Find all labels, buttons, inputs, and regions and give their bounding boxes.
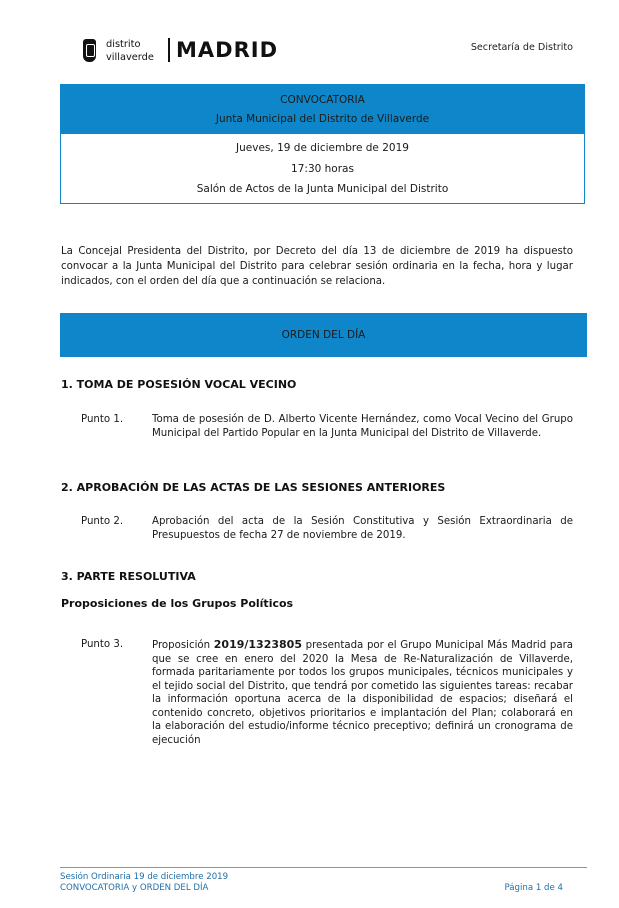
punto-3-label: Punto 3. [81, 639, 124, 650]
punto-3-number: 2019/1323805 [213, 638, 302, 651]
convocatoria-box [60, 84, 585, 204]
section-3-heading: 3. PARTE RESOLUTIVA [61, 570, 196, 583]
orden-del-dia-title: ORDEN DEL DÍA [281, 329, 366, 341]
orden-del-dia-bar [60, 313, 587, 357]
punto-1-text: Toma de posesión de D. Alberto Vicente Hernández, como Vocal Vecino del Grupo Municipal del Partido Popular en la Junta Municipal del Distrito de Villaverde. [152, 414, 573, 439]
logo-line2: villaverde [106, 52, 154, 63]
convocatoria-header [61, 85, 584, 134]
punto-3-text-post: presentada por el Grupo Municipal Más Madrid para que se cree en enero del 2020 la Mesa de Re-Naturalización de Villaverde, formada paritariamente por todos los grupos municipales, técnicos municipales y el tejido social del Distrito, que tendrá por cometido las siguientes tareas: recabar la información oportuna acerca de la disponibilidad de espacios; diseñará el contenido concreto, objetivos prioritarios e implantación del Plan; colaborará en la elaboración del estudio/informe técnico preceptivo; definirá un cronograma de ejecución [152, 640, 574, 746]
convocatoria-title: CONVOCATORIA [280, 94, 365, 106]
footer-session: Sesión Ordinaria 19 de diciembre 2019 [60, 872, 229, 882]
intro-paragraph: La Concejal Presidenta del Distrito, por Decreto del día 13 de diciembre de 2019 ha dispuesto convocar a la Junta Municipal del Distrito para celebrar sesión ordinaria en la fecha, hora y lugar indicados, con el orden del día que a continuación se relaciona. [61, 246, 573, 287]
punto-2-text: Aprobación del acta de la Sesión Constitutiva y Sesión Extraordinaria de Presupuestos de fecha 27 de noviembre de 2019. [152, 516, 573, 541]
punto-3-text-pre: Proposición [152, 640, 214, 651]
punto-2-label: Punto 2. [81, 516, 124, 527]
convocatoria-body: Junta Municipal del Distrito de Villaverde [215, 113, 430, 125]
convocatoria-place: Salón de Actos de la Junta Municipal del Distrito [196, 183, 449, 195]
logo-city: MADRID [176, 38, 278, 62]
madrid-emblem-icon [83, 39, 96, 62]
section-1-heading: 1. TOMA DE POSESIÓN VOCAL VECINO [61, 378, 297, 391]
convocatoria-date: Jueves, 19 de diciembre de 2019 [236, 142, 409, 154]
department-label: Secretaría de Distrito [470, 42, 573, 53]
section-3-subheading: Proposiciones de los Grupos Políticos [61, 597, 294, 610]
footer-divider [60, 867, 587, 868]
punto-3-text [152, 638, 573, 747]
logo-divider [168, 38, 170, 62]
logo-district [106, 38, 154, 64]
footer-doc-title: CONVOCATORIA y ORDEN DEL DÍA [60, 883, 209, 893]
section-2-heading: 2. APROBACIÓN DE LAS ACTAS DE LAS SESIONES ANTERIORES [61, 481, 446, 494]
convocatoria-time: 17:30 horas [291, 163, 354, 175]
logo-line1: distrito [106, 39, 141, 50]
footer-page-number: Página 1 de 4 [504, 883, 563, 893]
punto-1-label: Punto 1. [81, 414, 124, 425]
